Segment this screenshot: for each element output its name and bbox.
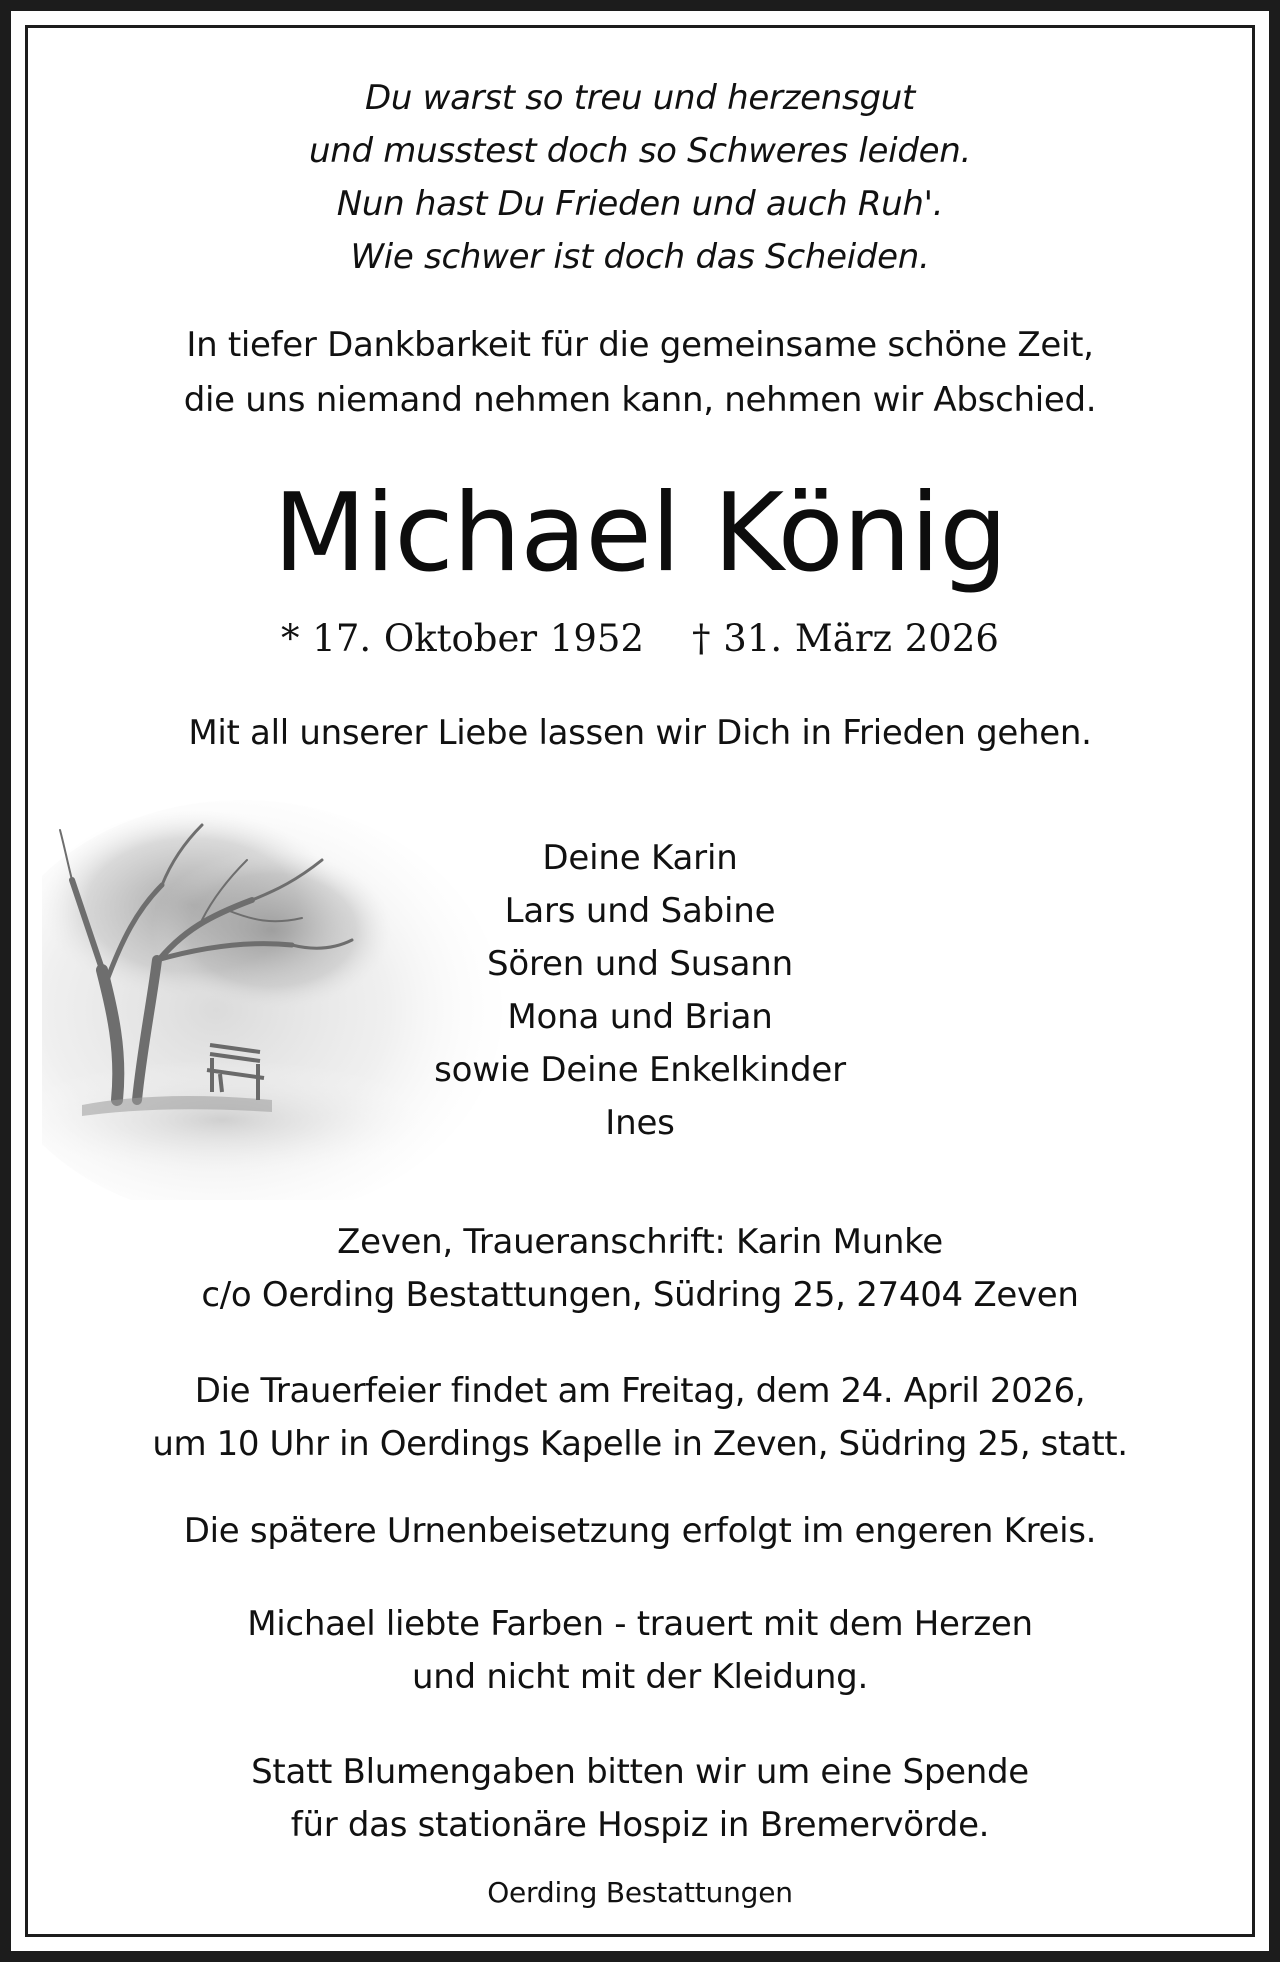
family-member: Ines	[605, 1103, 675, 1143]
colors-note	[0, 1598, 1280, 1704]
urn-burial-note: Die spätere Urnenbeisetzung erfolgt im engeren Kreis.	[183, 1511, 1097, 1551]
poem-line: und musstest doch so Schweres leiden.	[309, 131, 971, 171]
birth-date: * 17. Oktober 1952	[281, 617, 645, 660]
address-line: Zeven, Traueranschrift: Karin Munke	[337, 1222, 943, 1262]
donation-request	[0, 1746, 1280, 1852]
deceased-name: Michael König	[273, 471, 1007, 596]
intro-text	[0, 318, 1280, 428]
family-member: Mona und Brian	[507, 997, 773, 1037]
poem-line: Wie schwer ist doch das Scheiden.	[350, 237, 930, 277]
family-list	[0, 832, 1280, 1150]
address-line: c/o Oerding Bestattungen, Südring 25, 27404 Zeven	[201, 1275, 1079, 1315]
funeral-ceremony-info	[0, 1365, 1280, 1471]
family-member: Sören und Susann	[487, 944, 793, 984]
family-member: Lars und Sabine	[504, 891, 776, 931]
poem	[0, 72, 1280, 284]
death-date: † 31. März 2026	[692, 617, 999, 660]
life-dates	[0, 614, 1280, 664]
donation-line: für das stationäre Hospiz in Bremervörde.	[290, 1805, 990, 1845]
colors-note-line: Michael liebte Farben - trauert mit dem Herzen	[247, 1604, 1033, 1644]
farewell-text: Mit all unserer Liebe lassen wir Dich in Frieden gehen.	[188, 713, 1092, 753]
colors-note-line: und nicht mit der Kleidung.	[412, 1657, 868, 1697]
donation-line: Statt Blumengaben bitten wir um eine Spende	[251, 1752, 1029, 1792]
family-member: sowie Deine Enkelkinder	[434, 1050, 846, 1090]
poem-line: Nun hast Du Frieden und auch Ruh'.	[336, 184, 944, 224]
undertaker-name: Oerding Bestattungen	[487, 1876, 793, 1909]
family-member: Deine Karin	[542, 838, 738, 878]
poem-line: Du warst so treu und herzensgut	[364, 78, 916, 118]
mourning-address	[0, 1216, 1280, 1322]
ceremony-line: Die Trauerfeier findet am Freitag, dem 24. April 2026,	[194, 1371, 1086, 1411]
ceremony-line: um 10 Uhr in Oerdings Kapelle in Zeven, Südring 25, statt.	[152, 1424, 1128, 1464]
intro-line: In tiefer Dankbarkeit für die gemeinsame schöne Zeit,	[186, 325, 1094, 365]
intro-line: die uns niemand nehmen kann, nehmen wir Abschied.	[183, 380, 1097, 420]
